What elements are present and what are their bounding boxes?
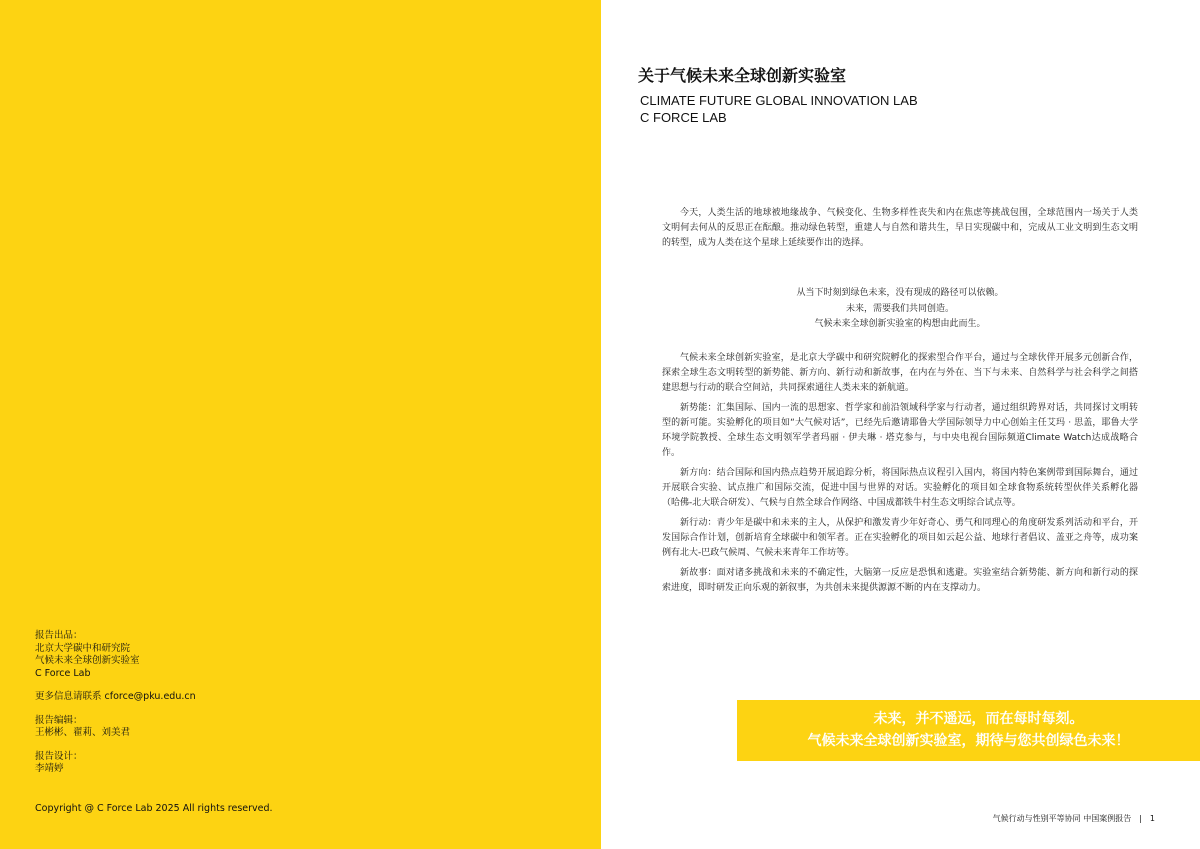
slogan-banner [737,700,1200,761]
designer-name: 李靖婷 [35,763,64,774]
page-title-cn: 关于气候未来全球创新实验室 [638,66,847,85]
producer-label: 报告出品： [35,630,83,641]
intro-section [662,206,1138,256]
spacer [35,704,555,715]
body-paragraph: 气候未来全球创新实验室，是北京大学碳中和研究院孵化的探索型合作平台，通过与全球伙伴开展多元创新合作，探索全球生态文明转型的新势能、新方向、新行动和新故事，在内在与外在、当下与未来、自然科学与社会科学之间搭建思想与行动的联合空间站，共同探索通往人类未来的新航道。 [662,353,1138,393]
title-en-line: CLIMATE FUTURE GLOBAL INNOVATION LAB [640,93,918,108]
body-paragraph: 新方向：结合国际和国内热点趋势开展追踪分析，将国际热点议程引入国内，将国内特色案例带到国际舞台，通过开展联合实验、试点推广和国际交流，促进中国与世界的对话。实验孵化的项目如全球食物系统转型伙伴关系孵化器（哈佛-北大联合研发）、气候与自然全球合作网络、中国成都铁牛村生态文明综合试点等。 [662,468,1138,508]
body-paragraph: 新故事：面对诸多挑战和未来的不确定性，大脑第一反应是恐惧和逃避。实验室结合新势能、新方向和新行动的探索进度，即时研发正向乐观的新叙事，为共创未来提供源源不断的内在支撑动力。 [662,568,1138,593]
design-label: 报告设计： [35,750,83,762]
body-paragraph: 新行动：青少年是碳中和未来的主人，从保护和激发青少年好奇心、勇气和同理心的角度研发系列活动和平台，开发国际合作计划，创新培育全球碳中和领军者。正在实验孵化的项目如云起公益、地球行者倡议、盖亚之舟等，成功案例有北大-巴政气候周、气候未来青年工作坊等。 [662,518,1138,558]
content-page [601,0,1200,849]
report-credits [35,630,555,776]
report-name: 气候行动与性别平等协同 中国案例报告 [992,814,1132,823]
copyright-notice: Copyright @ C Force Lab 2025 All rights reserved. [35,803,273,814]
page-footer [993,813,1155,825]
contact-line: 更多信息请联系 cforce@pku.edu.cn [35,691,196,702]
statement-line: 未来，需要我们共同创造。 [845,303,954,314]
slogan-line: 未来，并不遥远，而在每时每刻。 [873,711,1084,727]
page-title-en [640,92,918,126]
editor-names: 王彬彬、翟莉、刘美君 [35,727,131,738]
editor-label: 报告编辑： [35,714,83,726]
footer-separator: | [1139,814,1142,823]
producer-org: 气候未来全球创新实验室 [35,655,140,666]
page-number: 1 [1149,814,1155,823]
body-paragraph: 新势能：汇集国际、国内一流的思想家、哲学家和前沿领域科学家与行动者，通过组织跨界对话，共同探讨文明转型的新可能。实验孵化的项目如“大气候对话”，已经先后邀请耶鲁大学国际领导力中心创始主任艾玛 · 思盖，耶鲁大学环境学院教授、全球生态文明领军学者玛丽 · 伊夫琳 · 塔克参与，与中央电视台国际频道Climate Watch达成战略合作。 [662,403,1138,458]
main-body [662,351,1138,601]
title-en-line: C FORCE LAB [640,110,727,125]
producer-org: 北京大学碳中和研究院 [35,642,131,654]
intro-paragraph: 今天，人类生活的地球被地缘战争、气候变化、生物多样性丧失和内在焦虑等挑战包围，全球范围内一场关于人类文明何去何从的反思正在酝酿。推动绿色转型，重建人与自然和谐共生，早日实现碳中和，完成从工业文明到生态文明的转型，成为人类在这个星球上延续要作出的选择。 [662,208,1138,248]
center-statement [662,286,1138,333]
slogan-line: 气候未来全球创新实验室，期待与您共创绿色未来！ [807,733,1130,749]
spacer [35,740,555,751]
statement-line: 从当下时刻到绿色未来，没有现成的路径可以依赖。 [796,288,1004,298]
spacer [35,680,555,691]
producer-org: C Force Lab [35,667,91,679]
statement-line: 气候未来全球创新实验室的构想由此而生。 [814,319,986,329]
